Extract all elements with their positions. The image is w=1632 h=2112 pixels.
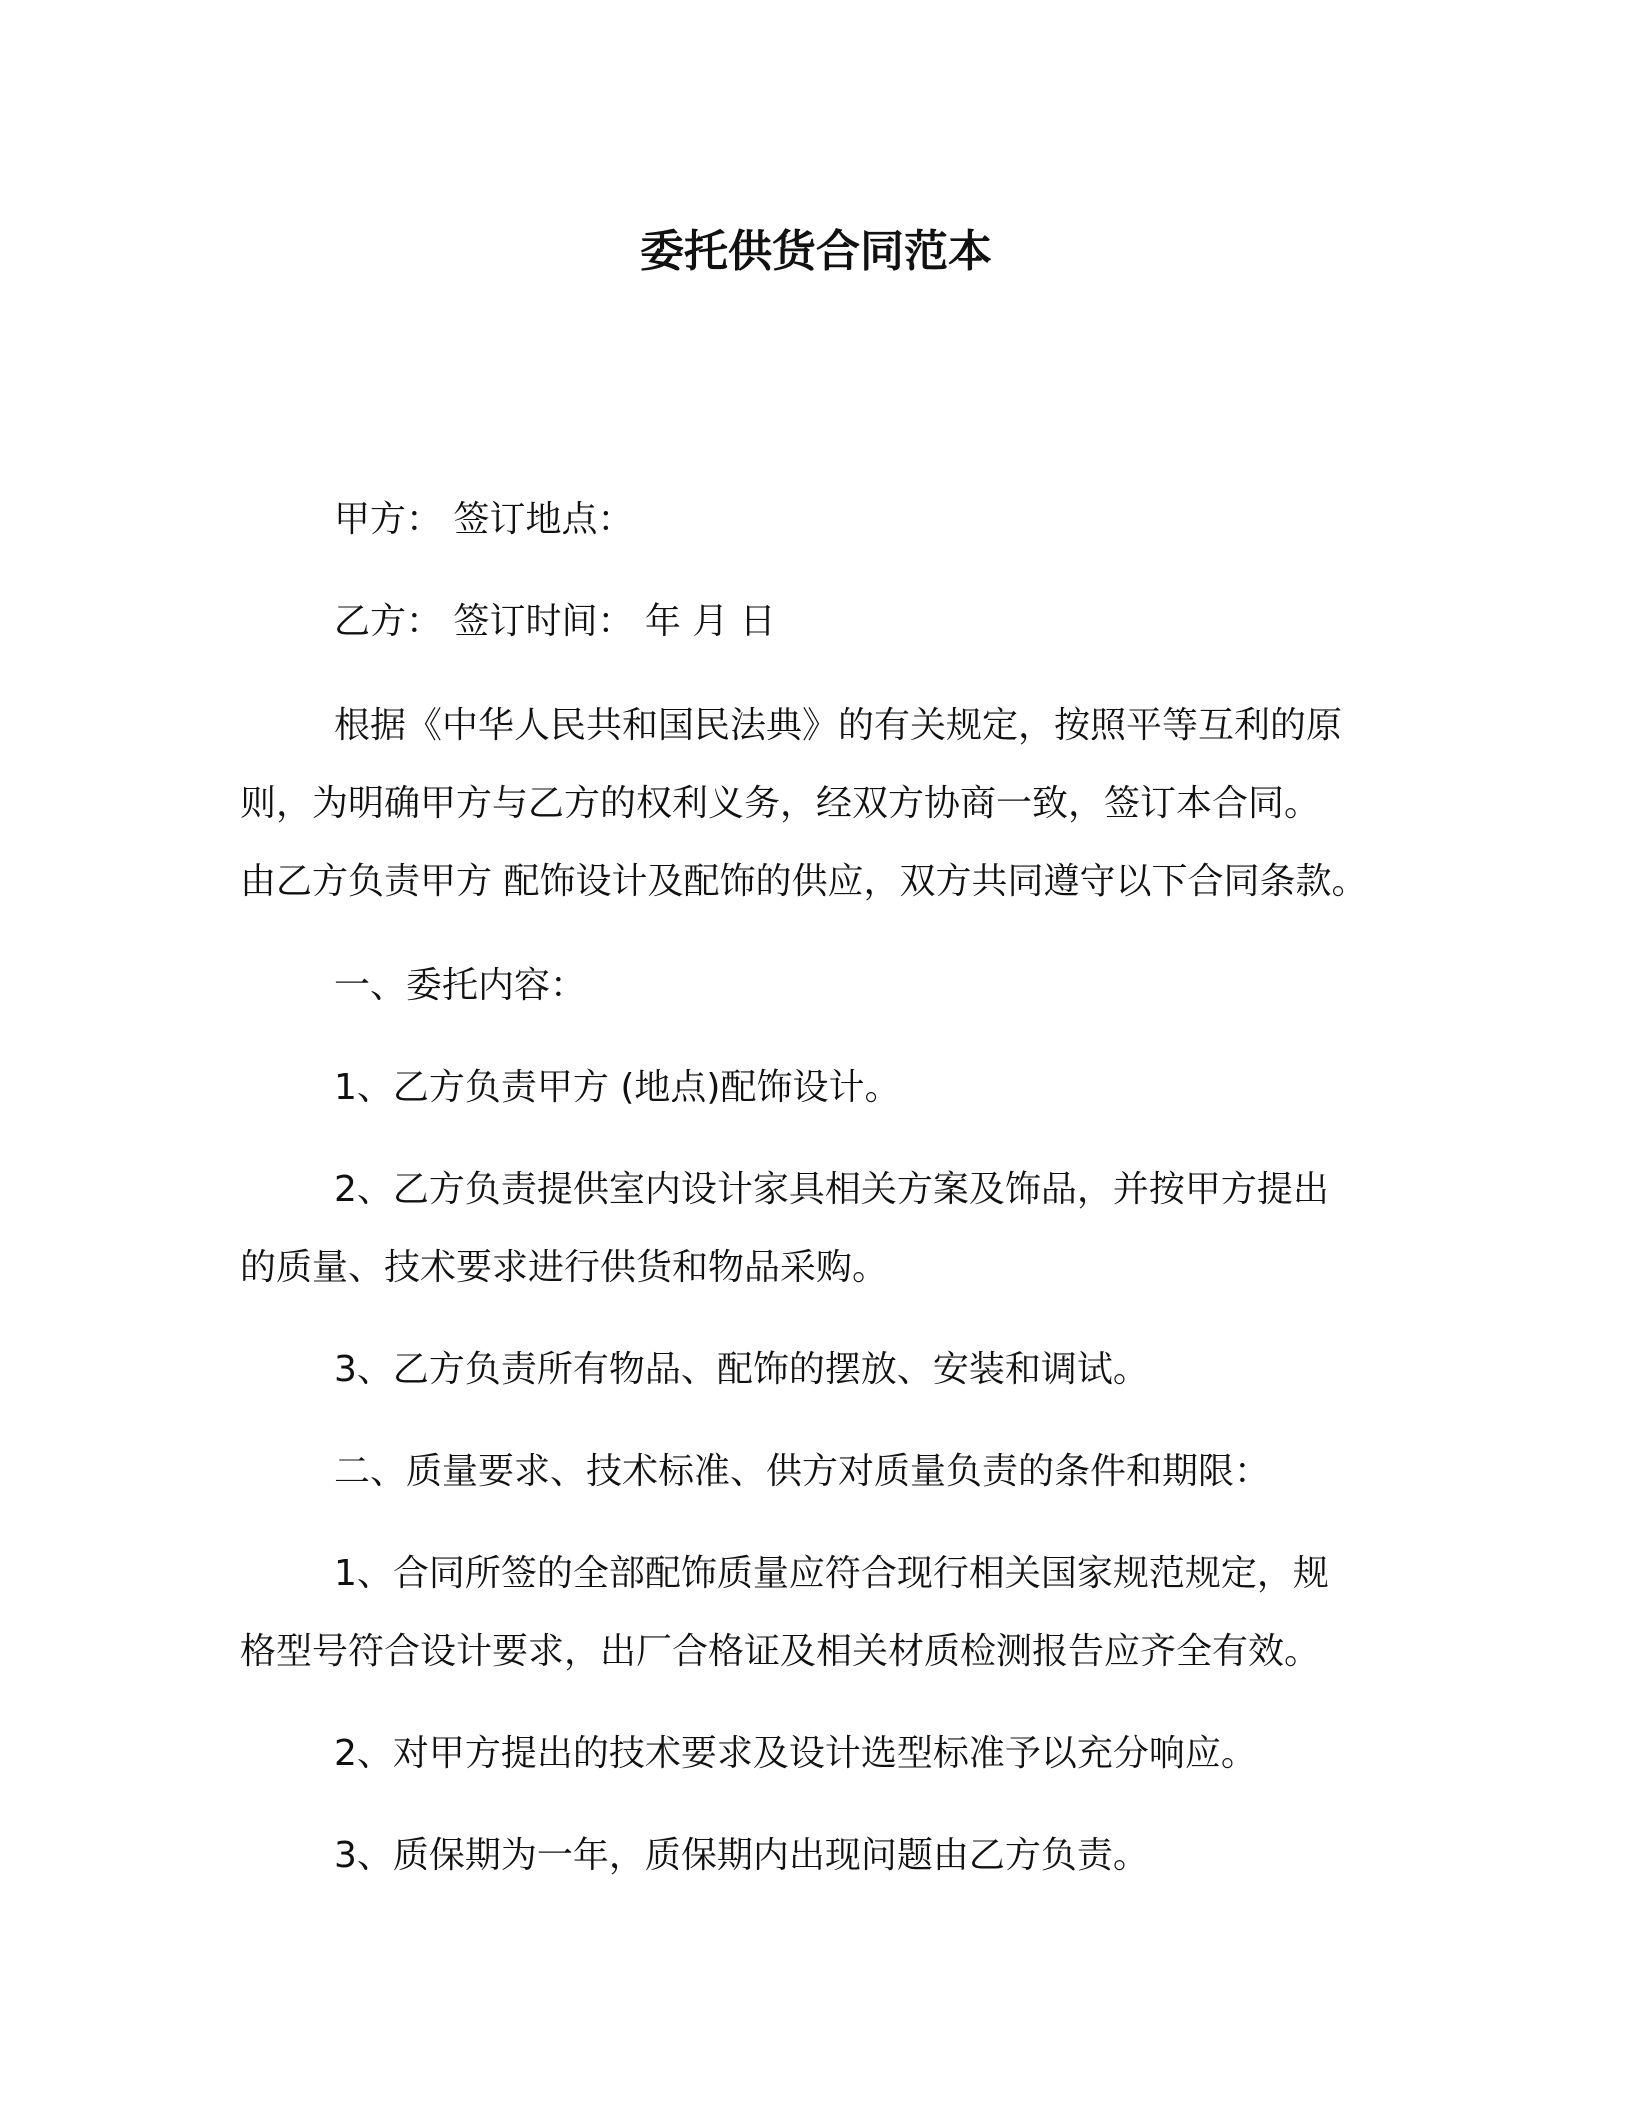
clause-2-1-line-2: 格型号符合设计要求，出厂合格证及相关材质检测报告应齐全有效。 <box>240 1631 1321 1672</box>
section-heading-2: 二、质量要求、技术标准、供方对质量负责的条件和期限： <box>334 1451 1271 1492</box>
party-a-line: 甲方： 签订地点： <box>334 499 634 540</box>
document-title: 委托供货合同范本 <box>640 226 992 277</box>
clause-1-3: 3、乙方负责所有物品、配饰的摆放、安装和调试。 <box>334 1349 1149 1390</box>
preamble-line-3: 由乙方负责甲方 配饰设计及配饰的供应，双方共同遵守以下合同条款。 <box>240 861 1368 902</box>
clause-1-1: 1、乙方负责甲方 (地点)配饰设计。 <box>334 1067 901 1108</box>
section-heading-1: 一、委托内容： <box>334 965 587 1006</box>
clause-1-2-line-1: 2、乙方负责提供室内设计家具相关方案及饰品，并按甲方提出 <box>334 1169 1329 1210</box>
clause-1-2-line-2: 的质量、技术要求进行供货和物品采购。 <box>240 1247 889 1288</box>
party-b-line: 乙方： 签订时间： 年 月 日 <box>334 601 776 642</box>
clause-2-1-line-1: 1、合同所签的全部配饰质量应符合现行相关国家规范规定，规 <box>334 1553 1329 1594</box>
clause-2-3: 3、质保期为一年，质保期内出现问题由乙方负责。 <box>334 1835 1149 1876</box>
preamble-line-2: 则，为明确甲方与乙方的权利义务，经双方协商一致，签订本合同。 <box>240 783 1321 824</box>
clause-2-2: 2、对甲方提出的技术要求及设计选型标准予以充分响应。 <box>334 1733 1257 1774</box>
preamble-line-1: 根据《中华人民共和国民法典》的有关规定，按照平等互利的原 <box>334 705 1343 746</box>
